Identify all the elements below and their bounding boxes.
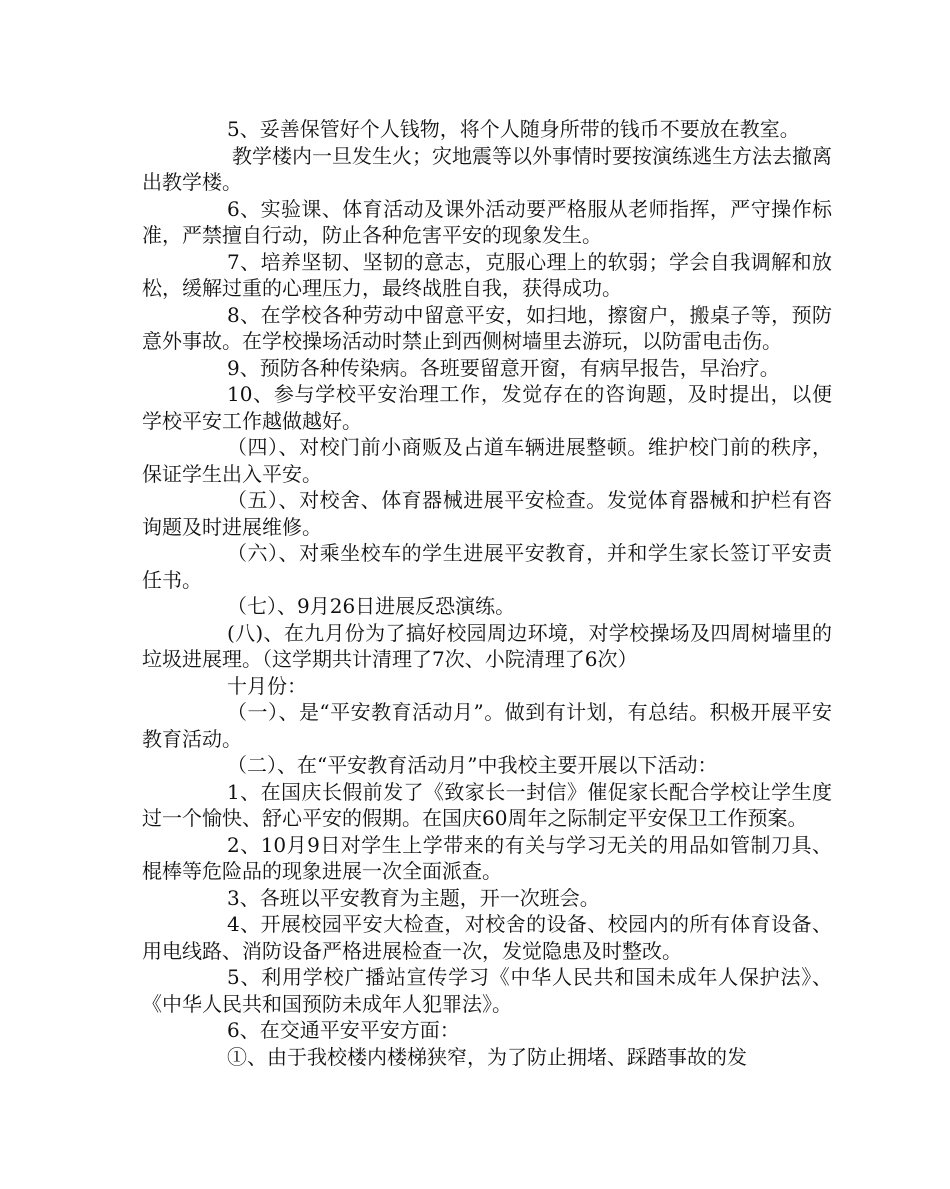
paragraph-9: （五）、对校舍、体育器械进展平安检查。发觉体育器械和护栏有咨询题及时进展维修。 — [142, 488, 832, 539]
paragraph-10: （六）、对乘坐校车的学生进展平安教育，并和学生家长签订平安责任书。 — [142, 541, 832, 592]
paragraph-22: ①、由于我校楼内楼梯狭窄，为了防止拥堵、踩踏事故的发 — [227, 1044, 747, 1069]
paragraph-5: 8、在学校各种劳动中留意平安，如扫地，擦窗户，搬桌子等，预防意外事故。在学校操场活动时禁止到西侧树墙里去游玩，以防雷电击伤。 — [142, 302, 832, 353]
paragraph-14: （一）、是“平安教育活动月”。做到有计划，有总结。积极开展平安教育活动。 — [142, 700, 832, 751]
paragraph-11: （七）、9月26日进展反恐演练。 — [227, 594, 516, 618]
document-page — [142, 116, 832, 1070]
paragraph-21: 6、在交通平安平安方面： — [227, 1018, 460, 1042]
paragraph-20: 5、利用学校广播站宣传学习《中华人民共和国未成年人保护法》、《中华人民共和国预防未成年人犯罪法》。 — [142, 965, 832, 1016]
paragraph-1: 5、妥善保管好个人钱物，将个人随身所带的钱币不要放在教室。 — [227, 117, 800, 141]
paragraph-4: 7、培养坚韧、坚韧的意志，克服心理上的软弱；学会自我调解和放松，缓解过重的心理压力，最终战胜自我，获得成功。 — [142, 249, 832, 300]
paragraph-17: 2、10月9日对学生上学带来的有关与学习无关的用品如管制刀具、棍棒等危险品的现象进展一次全面派查。 — [142, 832, 832, 883]
paragraph-6: 9、预防各种传染病。各班要留意开窗，有病早报告，早治疗。 — [227, 355, 780, 380]
paragraph-16: 1、在国庆长假前发了《致家长一封信》催促家长配合学校让学生度过一个愉快、舒心平安的假期。在国庆60周年之际制定平安保卫工作预案。 — [142, 779, 832, 830]
paragraph-8: （四）、对校门前小商贩及占道车辆进展整顿。维护校门前的秩序，保证学生出入平安。 — [142, 435, 832, 486]
paragraph-15: （二）、在“平安教育活动月”中我校主要开展以下活动： — [227, 753, 718, 777]
paragraph-19: 4、开展校园平安大检查，对校舍的设备、校园内的所有体育设备、用电线路、消防设备严格进展检查一次，发觉隐患及时整改。 — [142, 912, 832, 963]
paragraph-2: 教学楼内一旦发生火；灾地震等以外事情时要按演练逃生方法去撤离出教学楼。 — [142, 143, 832, 194]
paragraph-12: (八)、在九月份为了搞好校园周边环境，对学校操场及四周树墙里的垃圾进展理。（这学期共计清理了7次、小院清理了6次） — [142, 620, 832, 671]
paragraph-13: 十月份： — [227, 673, 307, 698]
paragraph-3: 6、实验课、体育活动及课外活动要严格服从老师指挥，严守操作标准，严禁擅自行动，防止各种危害平安的现象发生。 — [142, 196, 832, 247]
paragraph-18: 3、各班以平安教育为主题，开一次班会。 — [227, 885, 600, 910]
paragraph-7: 10、参与学校平安治理工作，发觉存在的咨询题，及时提出，以便学校平安工作越做越好。 — [142, 382, 832, 433]
